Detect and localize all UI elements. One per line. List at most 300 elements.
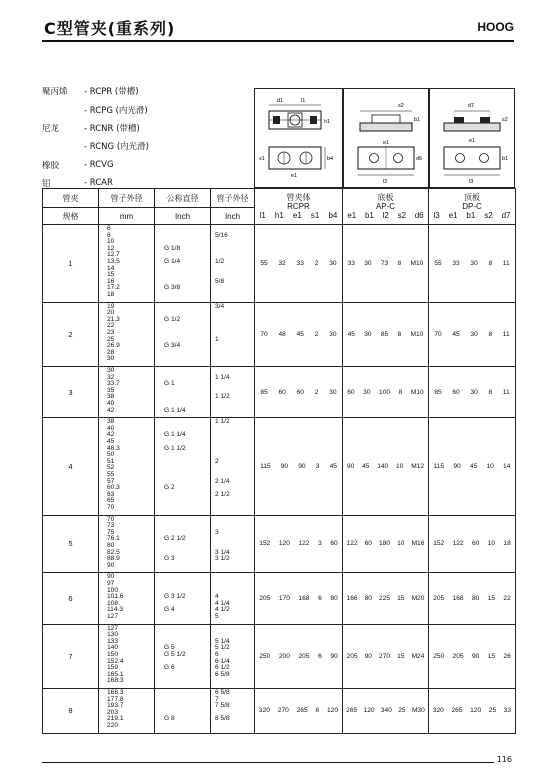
g-value: G 2	[164, 484, 175, 492]
base-dim-value: 90	[346, 462, 355, 470]
dim-label: b1	[502, 156, 509, 162]
top-dims-cell	[429, 302, 516, 366]
base-dim-value: 180	[379, 540, 391, 548]
od-value: 114.3	[107, 606, 124, 614]
dim-label: l2	[383, 179, 388, 185]
table-row	[43, 366, 516, 417]
inch-value	[215, 523, 254, 530]
od-value: 127	[107, 612, 119, 620]
dim-label: l1	[301, 98, 306, 104]
body-dims-cell	[255, 515, 343, 573]
brand-logo: HOOG	[477, 20, 514, 34]
base-dim-value: 205	[346, 652, 358, 660]
base-dim-value: 265	[346, 707, 358, 715]
top-dims	[429, 540, 515, 547]
base-dim-value: 30	[364, 259, 372, 267]
od-value: 33.7	[107, 380, 120, 388]
inch-value: 7	[215, 695, 219, 703]
sym-label: d7	[501, 211, 511, 220]
body-dims-cell	[255, 624, 343, 688]
body-dim-value: 80	[330, 594, 338, 602]
inch-value: 6 1/2	[215, 664, 230, 672]
g-list	[164, 419, 210, 511]
g-value: G 6	[164, 664, 175, 672]
g-list	[164, 517, 210, 570]
body-dim-value: 60	[330, 540, 338, 548]
material-code: - RCAR	[84, 178, 113, 189]
od-value: 8	[107, 231, 111, 239]
inch-value: 3	[215, 528, 219, 536]
base-dim-value: M30	[411, 707, 425, 715]
od-value: 127	[107, 624, 119, 632]
od-value: 14	[107, 264, 115, 272]
body-dim-value: 250	[259, 652, 271, 660]
inch-list	[215, 304, 254, 363]
pipe-od-inch-cell	[211, 688, 255, 733]
base-dim-value: 120	[363, 707, 375, 715]
col-header-base	[343, 189, 429, 225]
pipe-od-mm-cell	[99, 688, 155, 733]
inch-value	[215, 310, 254, 317]
sym-label: d6	[414, 211, 424, 220]
base-dim-value: 45	[362, 462, 370, 470]
top-symbols	[429, 211, 515, 220]
g-value	[164, 703, 210, 710]
dim-label: b4	[327, 156, 334, 162]
g-value: G 5 1/2	[164, 650, 186, 658]
base-dim-value: 166	[346, 594, 358, 602]
body-dim-value: 6	[318, 652, 322, 660]
od-value: 52	[107, 464, 115, 472]
top-dims-cell	[429, 225, 516, 303]
inch-value	[215, 452, 254, 459]
inch-value	[215, 350, 254, 357]
top-dim-value: 22	[503, 594, 511, 602]
top-dim-value: 115	[433, 462, 445, 470]
g-value	[164, 233, 210, 240]
g-value	[164, 574, 210, 581]
pipe-od-mm-cell	[99, 515, 155, 573]
inch-value	[215, 588, 254, 595]
body-dim-value: 30	[329, 259, 337, 267]
inch-value	[215, 432, 254, 439]
material-item	[42, 82, 252, 100]
inch-value: 2 1/4	[215, 477, 230, 485]
g-value: G 1	[164, 380, 175, 388]
body-dims	[255, 653, 342, 660]
od-value: 165.1	[107, 670, 124, 678]
top-dim-value: 122	[452, 540, 464, 548]
od-list	[107, 517, 154, 570]
base-dim-value: 90	[364, 652, 372, 660]
top-dim-value: 90	[453, 462, 461, 470]
pipe-od-inch-cell	[211, 418, 255, 515]
top-dims-cell	[429, 688, 516, 733]
sym-label: s1	[310, 211, 320, 220]
od-list	[107, 574, 154, 620]
base-dim-value: M24	[411, 652, 425, 660]
od-value: 220	[107, 721, 119, 729]
col-sub-clamp: 规格	[43, 208, 99, 225]
col-sub-od: mm	[99, 208, 155, 225]
top-dim-value: 33	[503, 707, 512, 715]
g-value: G 1 1/4	[164, 406, 186, 414]
od-value: 30	[107, 355, 115, 363]
base-dims	[343, 389, 428, 396]
od-value: 32	[107, 373, 115, 381]
table-row	[43, 624, 516, 688]
top-dim-value: 120	[470, 707, 482, 715]
body-dims-cell	[255, 573, 343, 624]
clamp-size-cell: 7	[43, 624, 99, 688]
dim-label: l3	[469, 179, 474, 185]
footer-rule	[42, 762, 494, 763]
top-dim-value: 30	[470, 330, 478, 338]
g-value	[164, 472, 210, 479]
base-dims	[343, 540, 428, 547]
top-dim-value: 26	[503, 652, 511, 660]
table-header-row	[43, 189, 516, 208]
od-value: 75	[107, 528, 115, 536]
od-value: 38	[107, 418, 115, 426]
od-value: 152.4	[107, 657, 124, 665]
top-dim-value: 30	[470, 388, 478, 396]
g-value	[164, 723, 210, 730]
body-dim-value: 32	[278, 259, 286, 267]
body-dim-value: 200	[278, 652, 290, 660]
inch-value: 7 5/8	[215, 702, 230, 710]
od-value: 22	[107, 322, 115, 330]
inch-value: 5/16	[215, 231, 228, 239]
top-dim-value: 60	[452, 388, 460, 396]
inch-value: 5 1/2	[215, 644, 230, 652]
clamp-size-cell: 2	[43, 302, 99, 366]
table-row	[43, 515, 516, 573]
inch-value: 6	[215, 650, 219, 658]
base-dims-cell	[343, 225, 429, 303]
dim-label: e1	[383, 140, 390, 146]
sym-label: e1	[347, 211, 357, 220]
dim-label: e1	[469, 138, 476, 144]
od-value: 42	[107, 431, 115, 439]
base-dims-cell	[343, 515, 429, 573]
od-value: 13.5	[107, 257, 120, 265]
inch-value: 5	[215, 612, 219, 620]
nominal-size-cell	[155, 688, 211, 733]
material-code: - RCVG	[84, 159, 114, 170]
dim-label: b1	[414, 117, 421, 123]
inch-value	[215, 401, 254, 408]
body-dim-value: 60	[278, 388, 286, 396]
inch-value	[215, 323, 254, 330]
top-dim-value: 11	[502, 259, 510, 267]
base-dim-value: 33	[347, 259, 355, 267]
od-value: 40	[107, 399, 115, 407]
dim-label: h1	[324, 119, 331, 125]
od-value: 12.7	[107, 251, 120, 259]
page-title: C型管夹(重系列)	[44, 19, 176, 38]
base-dim-value: M20	[411, 594, 425, 602]
material-item	[42, 100, 252, 118]
g-value: G 3 1/2	[164, 593, 186, 601]
od-value: 168.3	[107, 677, 124, 685]
od-value: 70	[107, 515, 115, 523]
od-value: 219.1	[107, 715, 124, 723]
g-value	[164, 690, 210, 697]
inch-value	[215, 581, 254, 588]
dim-label: s2	[502, 117, 508, 123]
inch-value	[215, 563, 254, 570]
base-dim-value: 60	[364, 540, 372, 548]
base-dim-value: 73	[380, 259, 389, 267]
top-dim-value: 80	[471, 594, 480, 602]
inch-value	[215, 266, 254, 273]
od-value: 73	[107, 522, 115, 530]
base-dim-value: 80	[364, 594, 372, 602]
body-dims-cell	[255, 418, 343, 515]
base-dim-value: 10	[397, 540, 405, 548]
base-symbols	[343, 211, 428, 220]
inch-value: 4 1/4	[215, 599, 230, 607]
pipe-od-mm-cell	[99, 225, 155, 303]
top-dim-value: 8	[488, 259, 493, 267]
od-list	[107, 419, 154, 511]
inch-value: 1	[215, 335, 219, 343]
body-dim-value: 45	[296, 330, 304, 338]
sym-label: l2	[382, 211, 389, 220]
g-value	[164, 678, 210, 685]
body-dim-value: 3	[315, 462, 320, 470]
inch-value: 3 1/2	[215, 555, 230, 563]
g-value: G 3/4	[164, 342, 181, 350]
g-value	[164, 323, 210, 330]
top-dims-cell	[429, 515, 516, 573]
inch-value	[215, 330, 254, 337]
body-dim-value: 2	[314, 259, 319, 267]
pipe-od-inch-cell	[211, 624, 255, 688]
body-dim-value: 2	[314, 330, 319, 338]
top-dim-value: 152	[433, 540, 445, 548]
top-dims	[429, 260, 515, 267]
pipe-od-mm-cell	[99, 366, 155, 417]
inch-value	[215, 356, 254, 363]
inch-value	[215, 678, 254, 685]
dim-label: d1	[277, 98, 284, 104]
inch-value: 4	[215, 593, 219, 601]
body-dim-value: 122	[298, 540, 310, 548]
base-dim-value: 60	[347, 388, 355, 396]
base-dim-value: 140	[377, 462, 389, 470]
inch-value	[215, 408, 254, 415]
diagram-row	[254, 88, 515, 188]
od-value: 80	[107, 541, 115, 549]
body-dim-value: 6	[315, 707, 320, 715]
page-number: 116	[496, 755, 512, 764]
g-list	[164, 574, 210, 620]
table-row	[43, 302, 516, 366]
od-value: 133	[107, 637, 119, 645]
material-item	[42, 156, 252, 174]
inch-value	[215, 381, 254, 388]
od-value: 16	[107, 277, 115, 285]
inch-list	[215, 690, 254, 730]
body-dim-value: 90	[298, 462, 306, 470]
top-dim-value: 11	[502, 388, 510, 396]
sym-label: s2	[484, 211, 493, 220]
g-value	[164, 330, 210, 337]
nominal-size-cell	[155, 302, 211, 366]
g-value	[164, 563, 210, 570]
top-dim-value: 33	[452, 259, 460, 267]
base-model: AP-C	[375, 202, 396, 211]
od-list	[107, 304, 154, 363]
body-dim-value: 85	[260, 388, 268, 396]
od-value: 82.5	[107, 548, 120, 556]
sym-label: b4	[328, 211, 338, 220]
dim-label: s2	[398, 103, 404, 109]
inch-value	[215, 723, 254, 730]
base-dim-value: 30	[363, 388, 371, 396]
g-value	[164, 304, 210, 311]
body-dim-value: 168	[298, 594, 310, 602]
body-dim-value: 90	[280, 462, 289, 470]
clamp-body-diagram	[254, 88, 343, 188]
spec-table	[42, 188, 516, 734]
od-value: 97	[107, 579, 115, 587]
od-value: 101.6	[107, 593, 124, 601]
od-value: 65	[107, 497, 115, 505]
col-sub-nominal: Inch	[155, 208, 211, 225]
inch-value	[215, 626, 254, 633]
top-dims-cell	[429, 418, 516, 515]
top-plate-drawing	[430, 89, 514, 187]
base-dims	[343, 707, 428, 714]
g-value	[164, 226, 210, 233]
base-dims	[343, 653, 428, 660]
sym-label: b1	[466, 211, 476, 220]
col-header-od: 管子外径	[99, 189, 155, 208]
base-dims-cell	[343, 366, 429, 417]
top-dim-value: 8	[488, 388, 493, 396]
inch-value	[215, 498, 254, 505]
table-row	[43, 573, 516, 624]
inch-value	[215, 426, 254, 433]
od-value: 42	[107, 406, 115, 414]
g-value	[164, 452, 210, 459]
base-dims	[343, 463, 428, 470]
top-dim-value: 45	[469, 462, 478, 470]
od-value: 159	[107, 664, 119, 672]
pipe-od-mm-cell	[99, 624, 155, 688]
inch-value: 5/8	[215, 277, 225, 285]
inch-list	[215, 226, 254, 299]
base-dims	[343, 595, 428, 602]
od-value: 90	[107, 573, 115, 581]
top-dims-cell	[429, 573, 516, 624]
nominal-size-cell	[155, 515, 211, 573]
body-dim-value: 45	[329, 462, 337, 470]
inch-value	[215, 317, 254, 324]
base-dims-cell	[343, 688, 429, 733]
g-value	[164, 292, 210, 299]
od-value: 35	[107, 386, 115, 394]
base-dim-value: 45	[347, 330, 355, 338]
inch-list	[215, 626, 254, 685]
body-dims	[255, 707, 342, 714]
od-value: 168.3	[107, 688, 124, 696]
top-dim-value: 8	[488, 330, 493, 338]
sym-label: l3	[433, 211, 440, 220]
inch-value: 6 5/8	[215, 670, 230, 678]
g-value	[164, 543, 210, 550]
base-dim-value: 122	[346, 540, 358, 548]
body-title: 管夹体	[286, 193, 311, 202]
body-dim-value: 30	[329, 330, 337, 338]
base-dim-value: 85	[380, 330, 389, 338]
g-list	[164, 690, 210, 730]
inch-value: 4 1/2	[215, 606, 230, 614]
g-value	[164, 505, 210, 512]
col-header-body	[255, 189, 343, 225]
top-dim-value: 10	[487, 540, 496, 548]
g-value: G 1/8	[164, 244, 181, 252]
material-code: - RCNR (带槽)	[84, 123, 140, 134]
pipe-od-inch-cell	[211, 302, 255, 366]
base-plate-drawing	[344, 89, 428, 187]
base-dims-cell	[343, 418, 429, 515]
pipe-od-inch-cell	[211, 366, 255, 417]
od-list	[107, 368, 154, 414]
col-header-top	[429, 189, 516, 225]
sym-label: e1	[448, 211, 458, 220]
body-dim-value: 270	[277, 707, 289, 715]
dim-label: s1	[259, 156, 265, 162]
inch-list	[215, 517, 254, 570]
col-header-clamp: 管夹	[43, 189, 99, 208]
od-value: 38	[107, 393, 115, 401]
body-dim-value: 90	[330, 652, 338, 660]
inch-value: 1/2	[215, 257, 225, 265]
body-dim-value: 33	[296, 259, 304, 267]
col-sub-od-inch: Inch	[211, 208, 255, 225]
material-list	[42, 82, 252, 192]
od-value: 55	[107, 470, 115, 478]
od-value: 100	[107, 586, 119, 594]
od-list	[107, 626, 154, 685]
g-value	[164, 394, 210, 401]
od-value: 150	[107, 650, 119, 658]
od-value: 28	[107, 348, 115, 356]
header-rule	[42, 40, 514, 42]
base-dim-value: 8	[397, 259, 402, 267]
base-dims	[343, 331, 428, 338]
g-value	[164, 459, 210, 466]
body-dims	[255, 595, 342, 602]
top-dim-value: 10	[486, 462, 494, 470]
inch-value: 5 1/4	[215, 637, 230, 645]
od-value: 40	[107, 424, 115, 432]
sym-label: b1	[364, 211, 374, 220]
inch-value	[215, 574, 254, 581]
body-dim-value: 3	[318, 540, 322, 548]
pipe-od-inch-cell	[211, 573, 255, 624]
col-header-od-inch: 管子外径	[211, 189, 255, 208]
material-code: - RCPG (内光滑)	[84, 105, 148, 116]
od-value: 17.2	[107, 284, 120, 292]
material-item	[42, 137, 252, 155]
body-dim-value: 120	[327, 707, 339, 715]
top-dim-value: 45	[452, 330, 460, 338]
